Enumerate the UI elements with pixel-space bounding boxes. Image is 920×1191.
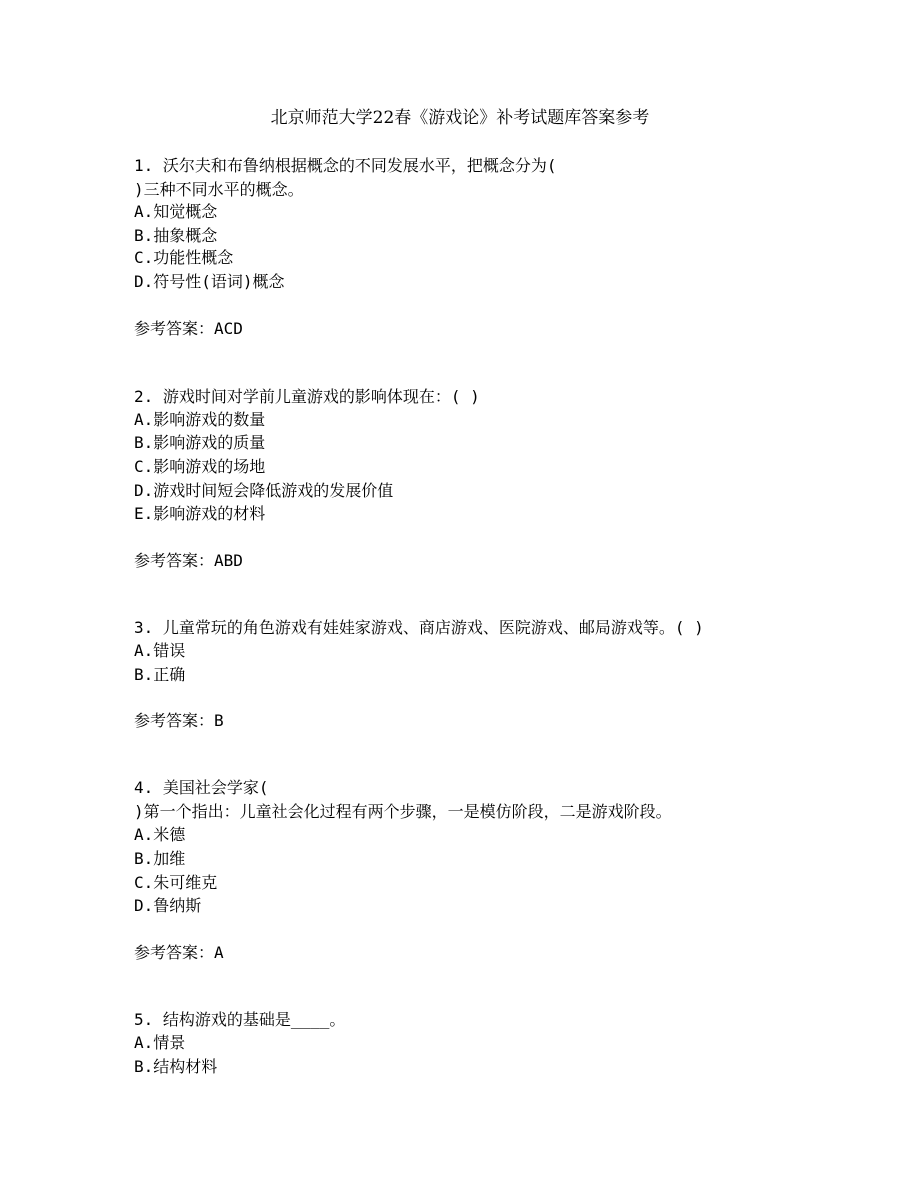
question-4-answer: 参考答案：A: [134, 943, 224, 962]
question-2-stem-line-1: 2. 游戏时间对学前儿童游戏的影响体现在：( ): [134, 387, 480, 406]
question-3-option-a: A.错误: [134, 641, 186, 660]
question-1-option-b: B.抽象概念: [134, 226, 218, 245]
question-1-stem-line-2: )三种不同水平的概念。: [134, 180, 304, 199]
question-2-option-e: E.影响游戏的材料: [134, 504, 266, 523]
question-2-answer: 参考答案：ABD: [134, 551, 243, 570]
question-5-stem-line-1: 5. 结构游戏的基础是____。: [134, 1010, 346, 1029]
question-1-answer: 参考答案：ACD: [134, 319, 243, 338]
question-1-option-c: C.功能性概念: [134, 248, 234, 267]
question-4-option-b: B.加维: [134, 849, 186, 868]
question-1-option-d: D.符号性(语词)概念: [134, 272, 285, 291]
question-3-option-b: B.正确: [134, 665, 186, 684]
question-1-option-a: A.知觉概念: [134, 202, 218, 221]
question-4-option-a: A.米德: [134, 825, 186, 844]
question-2-option-d: D.游戏时间短会降低游戏的发展价值: [134, 481, 394, 500]
question-2-option-a: A.影响游戏的数量: [134, 410, 266, 429]
question-3-stem-line-1: 3. 儿童常玩的角色游戏有娃娃家游戏、商店游戏、医院游戏、邮局游戏等。( ): [134, 618, 704, 637]
question-5-option-b: B.结构材料: [134, 1057, 218, 1076]
question-1-stem-line-1: 1. 沃尔夫和布鲁纳根据概念的不同发展水平，把概念分为(: [134, 156, 557, 175]
document-title: 北京师范大学22春《游戏论》补考试题库答案参考: [270, 108, 650, 128]
question-5-option-a: A.情景: [134, 1033, 186, 1052]
question-4-option-d: D.鲁纳斯: [134, 896, 202, 915]
question-4-option-c: C.朱可维克: [134, 873, 218, 892]
question-4-stem-line-2: )第一个指出：儿童社会化过程有两个步骤，一是模仿阶段，二是游戏阶段。: [134, 802, 672, 821]
question-2-option-c: C.影响游戏的场地: [134, 457, 266, 476]
question-2-option-b: B.影响游戏的质量: [134, 433, 266, 452]
question-4-stem-line-1: 4. 美国社会学家(: [134, 778, 269, 797]
question-3-answer: 参考答案：B: [134, 711, 224, 730]
